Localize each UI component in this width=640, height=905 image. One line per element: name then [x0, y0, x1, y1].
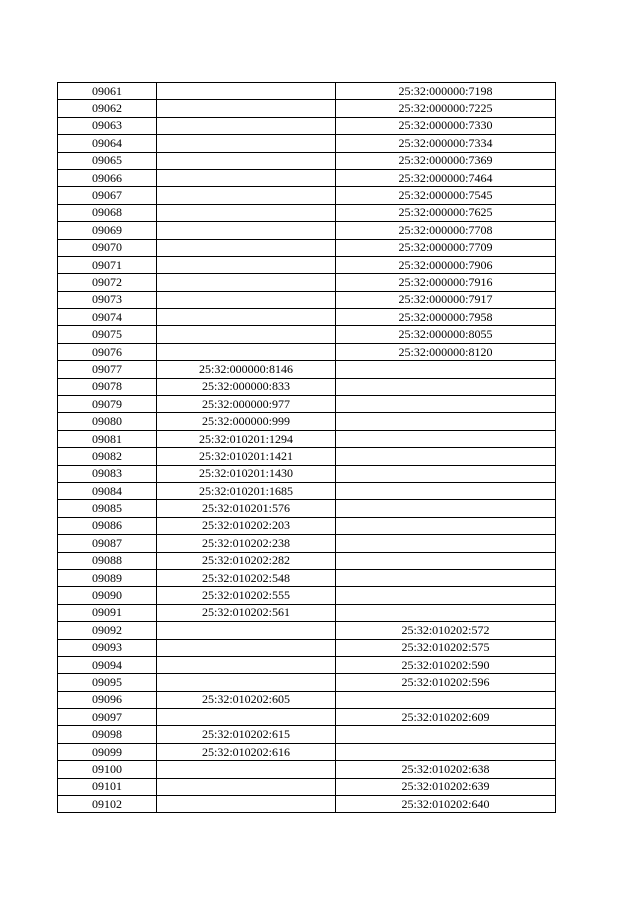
cadastral-number-cell-a	[157, 239, 336, 256]
table-row	[58, 361, 556, 378]
cadastral-number-cell-b	[336, 743, 556, 760]
table-row	[58, 100, 556, 117]
cadastral-number-cell-a	[157, 674, 336, 691]
row-number-cell: 09098	[58, 726, 157, 743]
cadastral-number-cell-a: 25:32:010201:1294	[157, 430, 336, 447]
table-row	[58, 796, 556, 813]
table-row	[58, 465, 556, 482]
cadastral-number-cell-a: 25:32:010201:576	[157, 500, 336, 517]
table-row	[58, 152, 556, 169]
cadastral-number-cell-b: 25:32:010202:596	[336, 674, 556, 691]
cadastral-number-cell-a	[157, 152, 336, 169]
cadastral-number-cell-a	[157, 309, 336, 326]
cadastral-number-cell-b	[336, 413, 556, 430]
cadastral-number-cell-a	[157, 326, 336, 343]
cadastral-number-cell-b: 25:32:000000:7334	[336, 135, 556, 152]
row-number-cell: 09088	[58, 552, 157, 569]
row-number-cell: 09102	[58, 796, 157, 813]
cadastral-number-cell-a	[157, 796, 336, 813]
table-row	[58, 204, 556, 221]
table-row	[58, 778, 556, 795]
row-number-cell: 09087	[58, 535, 157, 552]
table-row	[58, 222, 556, 239]
row-number-cell: 09097	[58, 709, 157, 726]
row-number-cell: 09096	[58, 691, 157, 708]
cadastral-number-cell-a: 25:32:010201:1430	[157, 465, 336, 482]
cadastral-number-cell-a: 25:32:010202:616	[157, 743, 336, 760]
table-row	[58, 274, 556, 291]
cadastral-number-cell-b: 25:32:010202:609	[336, 709, 556, 726]
row-number-cell: 09094	[58, 656, 157, 673]
table-body	[58, 83, 556, 813]
row-number-cell: 09080	[58, 413, 157, 430]
row-number-cell: 09090	[58, 587, 157, 604]
cadastral-number-cell-b	[336, 535, 556, 552]
table-row	[58, 291, 556, 308]
row-number-cell: 09101	[58, 778, 157, 795]
table-row	[58, 482, 556, 499]
cadastral-number-cell-a	[157, 169, 336, 186]
row-number-cell: 09093	[58, 639, 157, 656]
row-number-cell: 09086	[58, 517, 157, 534]
row-number-cell: 09100	[58, 761, 157, 778]
table-row	[58, 726, 556, 743]
cadastral-number-cell-a	[157, 343, 336, 360]
cadastral-number-cell-b: 25:32:000000:7225	[336, 100, 556, 117]
table-row	[58, 639, 556, 656]
cadastral-number-cell-a	[157, 778, 336, 795]
row-number-cell: 09079	[58, 396, 157, 413]
cadastral-number-cell-b: 25:32:010202:572	[336, 622, 556, 639]
row-number-cell: 09081	[58, 430, 157, 447]
cadastral-number-cell-a: 25:32:010202:282	[157, 552, 336, 569]
table-row	[58, 587, 556, 604]
cadastral-number-cell-a	[157, 274, 336, 291]
cadastral-number-cell-b: 25:32:000000:7709	[336, 239, 556, 256]
cadastral-number-cell-b	[336, 552, 556, 569]
cadastral-number-cell-a: 25:32:010201:1421	[157, 448, 336, 465]
row-number-cell: 09099	[58, 743, 157, 760]
row-number-cell: 09066	[58, 169, 157, 186]
row-number-cell: 09092	[58, 622, 157, 639]
cadastral-number-cell-a	[157, 639, 336, 656]
cadastral-number-cell-b: 25:32:010202:640	[336, 796, 556, 813]
row-number-cell: 09071	[58, 256, 157, 273]
cadastral-number-cell-b: 25:32:010202:590	[336, 656, 556, 673]
row-number-cell: 09091	[58, 604, 157, 621]
cadastral-number-cell-a	[157, 117, 336, 134]
cadastral-number-cell-a: 25:32:010202:615	[157, 726, 336, 743]
cadastral-number-cell-b	[336, 361, 556, 378]
row-number-cell: 09063	[58, 117, 157, 134]
cadastral-number-cell-a: 25:32:010202:555	[157, 587, 336, 604]
row-number-cell: 09061	[58, 83, 157, 100]
row-number-cell: 09074	[58, 309, 157, 326]
table-row	[58, 83, 556, 100]
cadastral-number-cell-b: 25:32:010202:575	[336, 639, 556, 656]
cadastral-number-cell-b: 25:32:000000:7916	[336, 274, 556, 291]
cadastral-number-cell-b	[336, 396, 556, 413]
cadastral-number-cell-b	[336, 517, 556, 534]
table-row	[58, 500, 556, 517]
table-row	[58, 256, 556, 273]
table-row	[58, 378, 556, 395]
cadastral-number-cell-a	[157, 135, 336, 152]
table-row	[58, 674, 556, 691]
row-number-cell: 09077	[58, 361, 157, 378]
cadastral-number-cell-a	[157, 222, 336, 239]
row-number-cell: 09072	[58, 274, 157, 291]
cadastral-number-cell-a	[157, 187, 336, 204]
row-number-cell: 09064	[58, 135, 157, 152]
table-row	[58, 430, 556, 447]
row-number-cell: 09073	[58, 291, 157, 308]
row-number-cell: 09068	[58, 204, 157, 221]
row-number-cell: 09069	[58, 222, 157, 239]
table-row	[58, 709, 556, 726]
table-row	[58, 552, 556, 569]
cadastral-number-cell-b: 25:32:000000:7625	[336, 204, 556, 221]
cadastral-number-cell-b	[336, 430, 556, 447]
table-row	[58, 326, 556, 343]
cadastral-number-cell-a	[157, 622, 336, 639]
row-number-cell: 09065	[58, 152, 157, 169]
cadastral-number-cell-b	[336, 465, 556, 482]
table-row	[58, 535, 556, 552]
cadastral-number-cell-b: 25:32:000000:7330	[336, 117, 556, 134]
row-number-cell: 09067	[58, 187, 157, 204]
table-row	[58, 691, 556, 708]
cadastral-number-cell-b: 25:32:000000:7464	[336, 169, 556, 186]
row-number-cell: 09082	[58, 448, 157, 465]
cadastral-number-cell-b: 25:32:000000:7708	[336, 222, 556, 239]
table-row	[58, 656, 556, 673]
cadastral-number-cell-b	[336, 587, 556, 604]
cadastral-number-cell-a: 25:32:010202:548	[157, 569, 336, 586]
cadastral-number-cell-a: 25:32:000000:977	[157, 396, 336, 413]
table-row	[58, 517, 556, 534]
row-number-cell: 09085	[58, 500, 157, 517]
row-number-cell: 09062	[58, 100, 157, 117]
cadastral-number-cell-b	[336, 726, 556, 743]
cadastral-number-cell-a: 25:32:000000:999	[157, 413, 336, 430]
cadastral-number-cell-b: 25:32:000000:7917	[336, 291, 556, 308]
table-row	[58, 743, 556, 760]
cadastral-number-cell-a	[157, 656, 336, 673]
row-number-cell: 09095	[58, 674, 157, 691]
cadastral-number-cell-a	[157, 100, 336, 117]
table-row	[58, 135, 556, 152]
cadastral-number-cell-a: 25:32:000000:8146	[157, 361, 336, 378]
cadastral-number-cell-a	[157, 256, 336, 273]
cadastral-number-cell-b: 25:32:000000:8055	[336, 326, 556, 343]
row-number-cell: 09078	[58, 378, 157, 395]
row-number-cell: 09084	[58, 482, 157, 499]
row-number-cell: 09083	[58, 465, 157, 482]
table-row	[58, 396, 556, 413]
cadastral-number-cell-a: 25:32:000000:833	[157, 378, 336, 395]
row-number-cell: 09075	[58, 326, 157, 343]
cadastral-number-cell-a: 25:32:010202:203	[157, 517, 336, 534]
cadastral-table	[57, 82, 556, 813]
table-row	[58, 169, 556, 186]
cadastral-number-cell-a: 25:32:010201:1685	[157, 482, 336, 499]
table-row	[58, 448, 556, 465]
cadastral-number-cell-a: 25:32:010202:605	[157, 691, 336, 708]
cadastral-number-cell-b: 25:32:000000:7906	[336, 256, 556, 273]
cadastral-number-cell-b	[336, 482, 556, 499]
cadastral-number-cell-b: 25:32:000000:7958	[336, 309, 556, 326]
table-row	[58, 187, 556, 204]
cadastral-number-cell-a	[157, 83, 336, 100]
table-row	[58, 413, 556, 430]
table-row	[58, 343, 556, 360]
cadastral-number-cell-b: 25:32:000000:8120	[336, 343, 556, 360]
table-row	[58, 569, 556, 586]
cadastral-number-cell-b	[336, 691, 556, 708]
cadastral-number-cell-a	[157, 204, 336, 221]
cadastral-number-cell-a: 25:32:010202:561	[157, 604, 336, 621]
cadastral-number-cell-b: 25:32:010202:638	[336, 761, 556, 778]
cadastral-number-cell-a: 25:32:010202:238	[157, 535, 336, 552]
table-row	[58, 309, 556, 326]
cadastral-number-cell-b	[336, 500, 556, 517]
table-row	[58, 761, 556, 778]
cadastral-number-cell-b	[336, 569, 556, 586]
cadastral-number-cell-b: 25:32:000000:7198	[336, 83, 556, 100]
cadastral-number-cell-b	[336, 604, 556, 621]
cadastral-number-cell-a	[157, 761, 336, 778]
cadastral-number-cell-a	[157, 709, 336, 726]
table-row	[58, 622, 556, 639]
cadastral-number-cell-b: 25:32:010202:639	[336, 778, 556, 795]
table-row	[58, 604, 556, 621]
cadastral-number-cell-b: 25:32:000000:7369	[336, 152, 556, 169]
cadastral-number-cell-b	[336, 378, 556, 395]
cadastral-number-cell-b	[336, 448, 556, 465]
cadastral-number-cell-a	[157, 291, 336, 308]
row-number-cell: 09076	[58, 343, 157, 360]
table-row	[58, 239, 556, 256]
row-number-cell: 09089	[58, 569, 157, 586]
cadastral-number-cell-b: 25:32:000000:7545	[336, 187, 556, 204]
table-row	[58, 117, 556, 134]
row-number-cell: 09070	[58, 239, 157, 256]
